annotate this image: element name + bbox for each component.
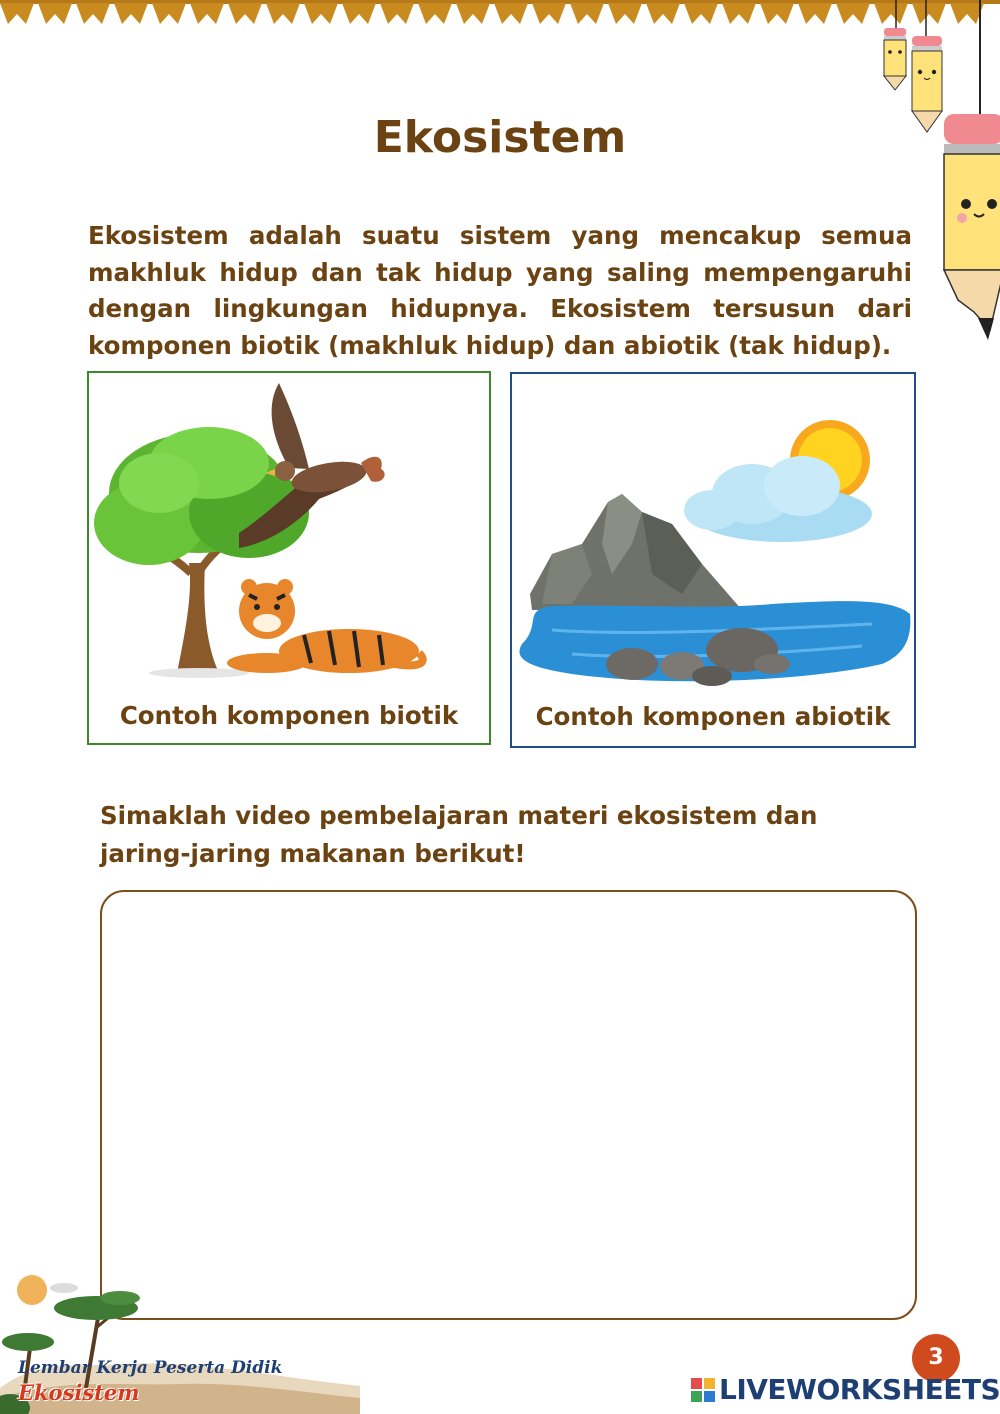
page-number-badge: 3 (912, 1334, 960, 1382)
abiotic-illustration (512, 374, 912, 694)
liveworksheets-logo-icon (691, 1378, 715, 1402)
tiger-icon (227, 579, 423, 673)
video-embed-frame[interactable] (100, 890, 917, 1320)
tree-icon (94, 427, 309, 678)
biotic-illustration (89, 373, 489, 693)
video-instruction: Simaklah video pembelajaran materi ekosistem dan jaring-jaring makanan berikut! (100, 801, 818, 868)
pencil-icon (884, 28, 906, 90)
page-title: Ekosistem (373, 112, 627, 163)
abiotic-caption: Contoh komponen abiotik (535, 702, 891, 731)
worksheet-topic-label: Ekosistem (18, 1380, 140, 1405)
bunting-decoration (0, 0, 1000, 30)
liveworksheets-brand[interactable] (691, 1372, 1000, 1408)
intro-paragraph: Ekosistem adalah suatu sistem yang mencakup semua makhluk hidup dan tak hidup yang saling mempengaruhi dengan lingkungan hidupnya. Ekosistem tersusun dari komponen biotik (makhluk hidup) dan abiotik (tak hidup). (88, 221, 912, 360)
biotic-caption: Contoh komponen biotik (119, 701, 459, 730)
worksheet-series-label: Lembar Kerja Peserta Didik (18, 1358, 283, 1378)
biotic-example-card (87, 371, 491, 745)
abiotic-example-card (510, 372, 916, 748)
brand-name: LIVEWORKSHEETS (719, 1373, 1000, 1406)
